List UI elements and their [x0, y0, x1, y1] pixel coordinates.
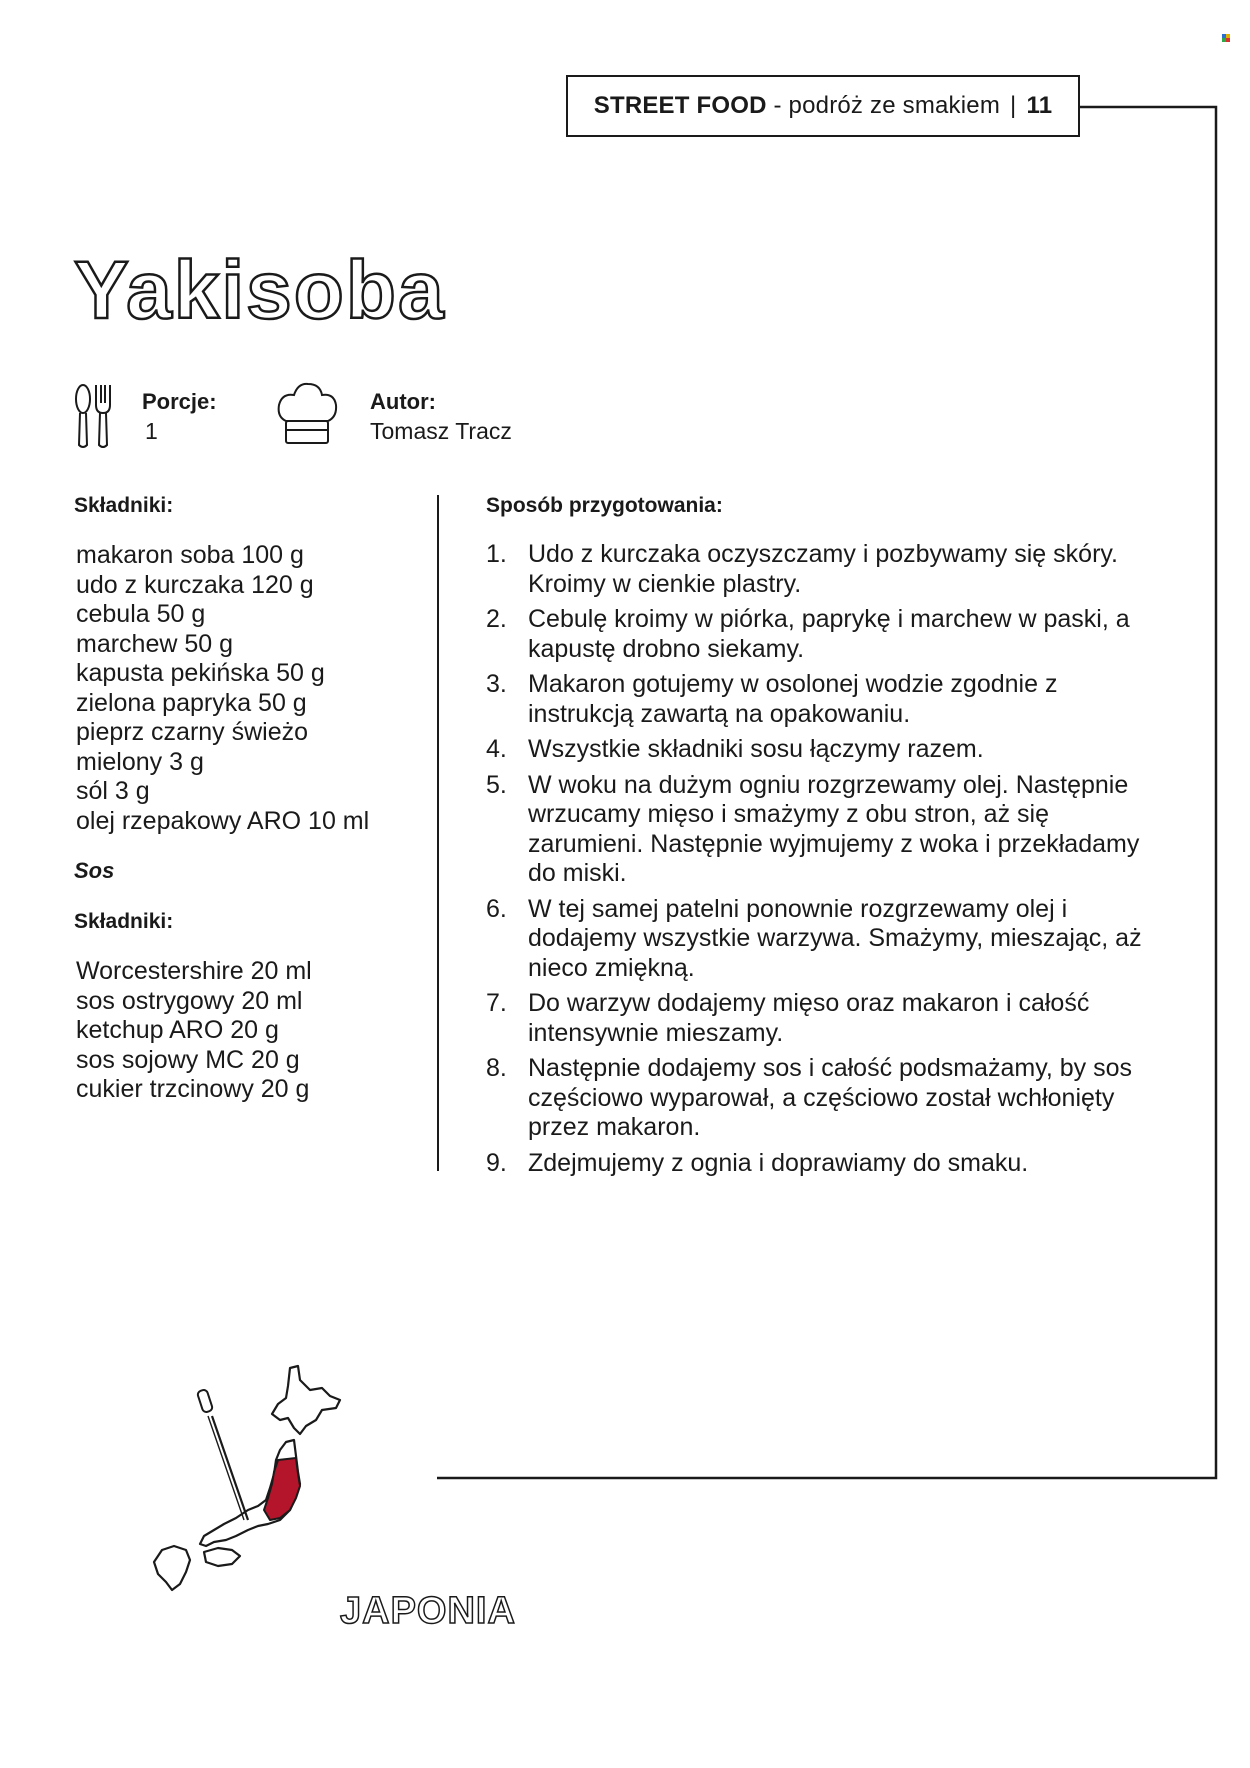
step-text: Udo z kurczaka oczyszczamy i pozbywamy się skóry. Kroimy w cienkie plastry. [528, 540, 1118, 598]
recipe-title: Yakisoba [74, 245, 446, 336]
step-item [486, 605, 1156, 664]
step-number: 4. [486, 735, 507, 763]
list-item: marchew 50 g [76, 629, 234, 658]
japan-map-icon [140, 1360, 360, 1600]
step-text: Wszystkie składniki sosu łączymy razem. [528, 735, 984, 763]
step-item [486, 1149, 1156, 1179]
servings-label: Porcje: [142, 389, 217, 414]
step-item [486, 1054, 1156, 1143]
step-number: 9. [486, 1148, 507, 1177]
cutlery-icon [72, 383, 114, 449]
step-item [486, 735, 1156, 765]
header-separator: | [1010, 92, 1017, 119]
step-number: 2. [486, 605, 507, 633]
step-item [486, 670, 1156, 729]
list-item: mielony 3 g [76, 747, 204, 776]
step-item [486, 989, 1156, 1048]
list-item: olej rzepakowy ARO 10 ml [76, 806, 370, 835]
step-text: Cebulę kroimy w piórka, paprykę i marchew w paski, a kapustę drobno siekamy. [528, 605, 1130, 663]
page-number: 11 [1026, 92, 1053, 119]
step-number: 6. [486, 894, 507, 923]
list-item: makaron soba 100 g [76, 541, 304, 569]
sauce-ingredients-list [76, 957, 312, 1105]
list-item: cukier trzcinowy 20 g [76, 1075, 310, 1103]
list-item: sos sojowy MC 20 g [76, 1045, 300, 1074]
running-header [566, 75, 1080, 137]
skewer-icon [197, 1389, 248, 1520]
step-text: Makaron gotujemy w osolonej wodzie zgodnie z instrukcją zawartą na opakowaniu. [528, 670, 1058, 728]
list-item: sól 3 g [76, 777, 150, 805]
step-number: 7. [486, 989, 507, 1017]
sauce-ingredients-heading: Składniki: [74, 910, 174, 933]
list-item: Worcestershire 20 ml [76, 957, 312, 985]
list-item: sos ostrygowy 20 ml [76, 986, 303, 1015]
servings-value: 1 [145, 418, 158, 444]
author-value: Tomasz Tracz [370, 418, 512, 444]
method-steps [486, 540, 1156, 1184]
list-item: udo z kurczaka 120 g [76, 570, 314, 599]
step-text: W tej samej patelni ponownie rozgrzewamy olej i dodajemy wszystkie warzywa. Smażymy, mieszając, aż nieco zmiękną. [528, 894, 1142, 982]
step-text: Następnie dodajemy sos i całość podsmażamy, by sos częściowo wyparował, a częściowo został wchłonięty przez makaron. [528, 1054, 1132, 1141]
column-divider [437, 495, 439, 1171]
list-item: cebula 50 g [76, 600, 206, 628]
step-text: Zdejmujemy z ognia i doprawiamy do smaku. [528, 1148, 1029, 1177]
country-label: JAPONIA [340, 1590, 516, 1632]
step-number: 3. [486, 670, 507, 698]
chef-hat-icon [276, 381, 338, 447]
sauce-title: Sos [74, 858, 115, 883]
step-number: 8. [486, 1054, 507, 1082]
step-number: 1. [486, 540, 507, 568]
ingredients-list [76, 541, 369, 836]
list-item: ketchup ARO 20 g [76, 1016, 279, 1044]
step-item [486, 771, 1156, 889]
list-item: kapusta pekińska 50 g [76, 659, 325, 687]
step-item [486, 540, 1156, 599]
list-item: zielona papryka 50 g [76, 688, 307, 717]
method-heading: Sposób przygotowania: [486, 494, 723, 517]
step-text: Do warzyw dodajemy mięso oraz makaron i całość intensywnie mieszamy. [528, 989, 1090, 1047]
author-label: Autor: [370, 389, 436, 414]
step-text: W woku na dużym ogniu rozgrzewamy olej. Następnie wrzucamy mięso i smażymy z obu stron, aż się zarumieni. Następnie wyjmujemy z woka i przekładamy do miski. [528, 770, 1140, 887]
step-number: 5. [486, 770, 507, 799]
list-item: pieprz czarny świeżo [76, 718, 309, 746]
header-subtitle: - podróż ze smakiem [766, 92, 1001, 119]
header-brand: STREET FOOD [593, 92, 767, 119]
step-item [486, 895, 1156, 984]
ingredients-heading: Składniki: [74, 494, 174, 517]
